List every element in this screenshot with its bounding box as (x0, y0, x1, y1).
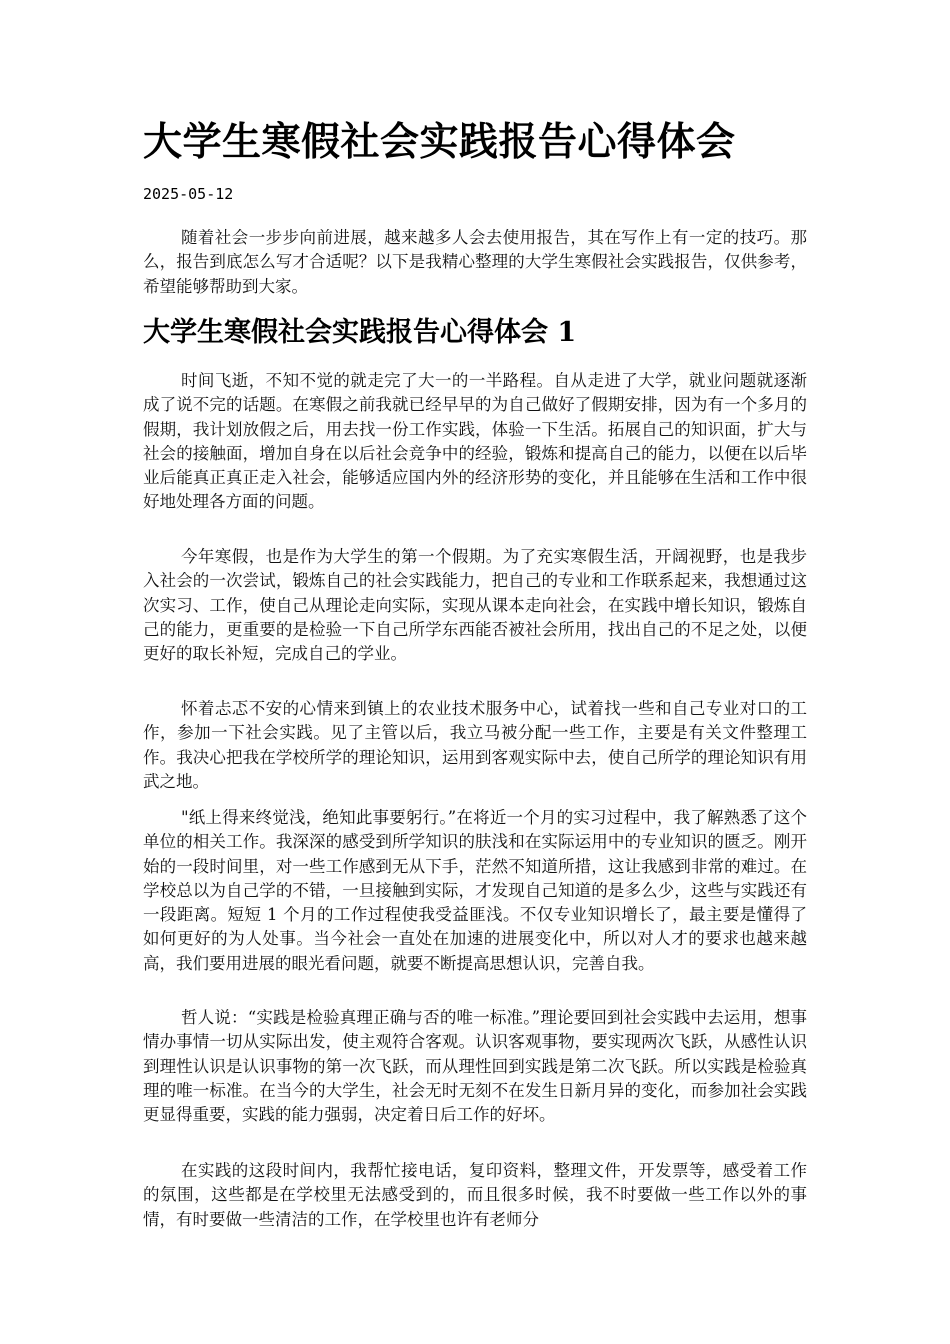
document-title: 大学生寒假社会实践报告心得体会 (143, 119, 736, 165)
intro-paragraph: 随着社会一步步向前进展，越来越多人会去使用报告，其在写作上有一定的技巧。那么，报告到底怎么写才合适呢？以下是我精心整理的大学生寒假社会实践报告，仅供参考，希望能够帮助到大家。 (143, 228, 807, 296)
body-paragraph-4: "纸上得来终觉浅，绝知此事要躬行。”在将近一个月的实习过程中，我了解熟悉了这个单位的相关工作。我深深的感受到所学知识的肤浅和在实际运用中的专业知识的匮乏。刚开始的一段时间里，对一些工作感到无从下手，茫然不知道所措，这让我感到非常的难过。在学校总以为自己学的不错，一旦接触到实际，才发现自己知道的是多么少，这些与实践还有一段距离。短短 1 个月的工作过程使我受益匪浅。不仅专业知识增长了，最主要是懂得了如何更好的为人处事。当今社会一直处在加速的进展变化中，所以对人才的要求也越来越高，我们要用进展的眼光看问题，就要不断提高思想认识，完善自我。 (143, 808, 807, 973)
body-paragraph-6: 在实践的这段时间内，我帮忙接电话，复印资料，整理文件，开发票等，感受着工作的氛围，这些都是在学校里无法感受到的，而且很多时候，我不时要做一些工作以外的事情，有时要做一些清洁的工作，在学校里也许有老师分 (143, 1161, 807, 1229)
body-paragraph-3: 怀着忐忑不安的心情来到镇上的农业技术服务中心，试着找一些和自己专业对口的工作，参加一下社会实践。见了主管以后，我立马被分配一些工作，主要是有关文件整理工作。我决心把我在学校所学的理论知识，运用到客观实际中去，使自己所学的理论知识有用武之地。 (143, 699, 807, 791)
publish-date: 2025-05-12 (143, 185, 234, 203)
section-heading: 大学生寒假社会实践报告心得体会 1 (143, 317, 577, 348)
body-paragraph-1: 时间飞逝，不知不觉的就走完了大一的一半路程。自从走进了大学，就业问题就逐渐成了说不完的话题。在寒假之前我就已经早早的为自己做好了假期安排，因为有一个多月的假期，我计划放假之后，用去找一份工作实践，体验一下生活。拓展自己的知识面，扩大与社会的接触面，增加自身在以后社会竞争中的经验，锻炼和提高自己的能力，以便在以后毕业后能真正真正走入社会，能够适应国内外的经济形势的变化，并且能够在生活和工作中很好地处理各方面的问题。 (143, 371, 807, 512)
body-paragraph-2: 今年寒假，也是作为大学生的第一个假期。为了充实寒假生活，开阔视野，也是我步入社会的一次尝试，锻炼自己的社会实践能力，把自己的专业和工作联系起来，我想通过这次实习、工作，使自己从理论走向实际，实现从课本走向社会，在实践中增长知识，锻炼自己的能力，更重要的是检验一下自己所学东西能否被社会所用，找出自己的不足之处，以便更好的取长补短，完成自己的学业。 (143, 547, 807, 664)
body-paragraph-5: 哲人说：“实践是检验真理正确与否的唯一标准。”理论要回到社会实践中去运用，想事情办事情一切从实际出发，使主观符合客观。认识客观事物，要实现两次飞跃，从感性认识到理性认识是认识事物的第一次飞跃，而从理性回到实践是第二次飞跃。所以实践是检验真理的唯一标准。在当今的大学生，社会无时无刻不在发生日新月异的变化，而参加社会实践更显得重要，实践的能力强弱，决定着日后工作的好坏。 (143, 1008, 807, 1125)
